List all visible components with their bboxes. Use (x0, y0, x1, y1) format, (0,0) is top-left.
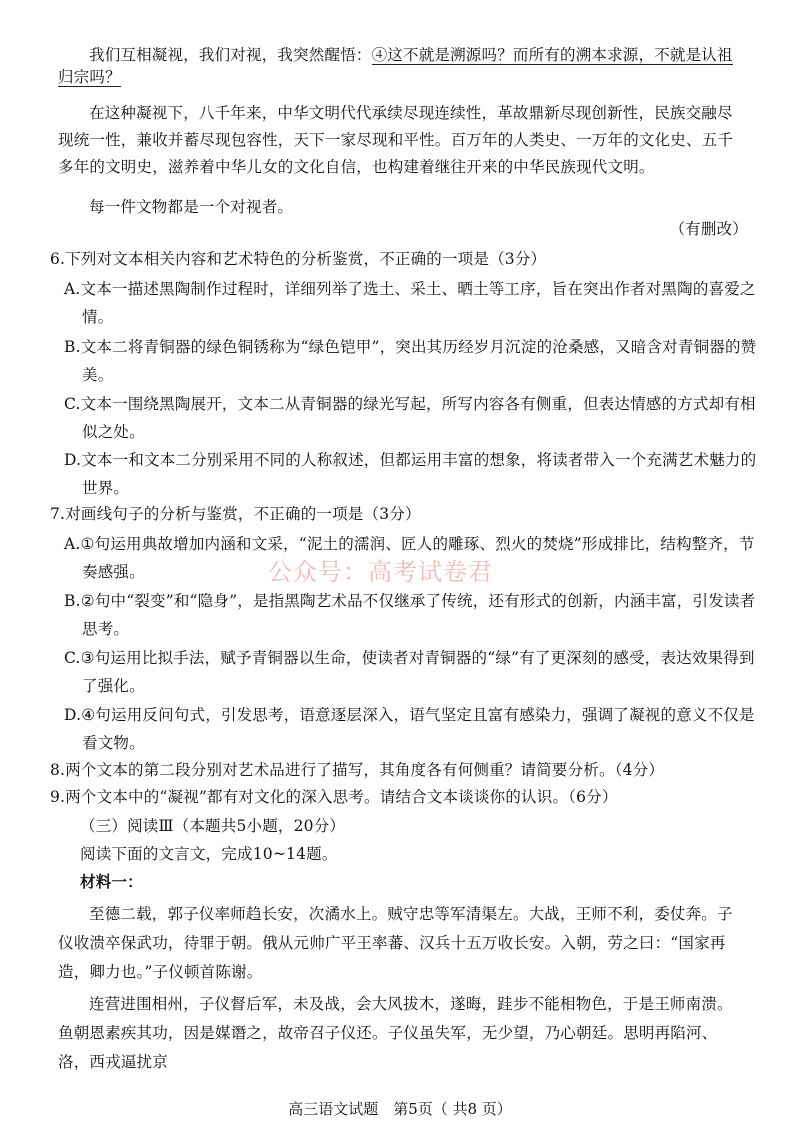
material-1-paragraph-2: 连营进围相州，子仪督后军，未及战，会大风拔木，遂晦，跬步不能相物色，于是王师南溃。鱼朝恩素疾其功，因是媒谮之，故帝召子仪还。子仪虽失军，无少望，乃心朝廷。思明再陷河、洛，西戎逼扰京 (58, 995, 733, 1071)
question-8: 8.两个文本的第二段分别对艺术品进行了描写，其角度各有何侧重？请简要分析。（4分） (50, 761, 665, 779)
question-7-stem: 7.对画线句子的分析与鉴赏，不正确的一项是（3分） (50, 505, 421, 523)
source-note: （有删改） (669, 220, 748, 238)
question-7-option-c: C.③句运用比拟手法，赋予青铜器以生命，使读者对青铜器的“绿”有了更深刻的感受，表达效果得到了强化。 (64, 649, 755, 695)
question-7-option-d: D.④句运用反问句式，引发思考，语意逐层深入，语气坚定且富有感染力，强调了凝视的意义不仅是看文物。 (64, 706, 755, 752)
question-6-option-a: A.文本一描述黑陶制作过程时，详细列举了选土、采土、晒土等工序，旨在突出作者对黑陶的喜爱之情。 (64, 280, 756, 326)
question-6-option-b: B.文本二将青铜器的绿色铜锈称为“绿色铠甲”，突出其历经岁月沉淀的沧桑感，又暗含对青铜器的赞美。 (64, 338, 757, 384)
material-1-label: 材料一： (80, 872, 143, 891)
passage-text: 我们互相凝视，我们对视，我突然醒悟： (89, 46, 372, 64)
material-1-paragraph-1: 至德二载，郭子仪率师趋长安，次潏水上。贼守忠等军清渠左。大战，王师不利，委仗奔。子仪收溃卒保武功，待罪于朝。俄从元帅广平王率蕃、汉兵十五万收长安。入朝，劳之曰：“国家再造，卿力也。”子仪顿首陈谢。 (58, 905, 733, 981)
section-3-instruction: 阅读下面的文言文，完成10~14题。 (80, 845, 338, 863)
question-6-option-c: C.文本一围绕黑陶展开，文本二从青铜器的绿光写起，所写内容各有侧重，但表达情感的方式却有相似之处。 (64, 395, 756, 441)
question-7-option-b: B.②句中“裂变”和“隐身”，是指黑陶艺术品不仅继承了传统，还有形式的创新，内涵丰富，引发读者思考。 (64, 592, 756, 638)
passage-paragraph-2: 在这种凝视下，八千年来，中华文明代代承续尽现连续性，革故鼎新尽现创新性，民族交融尽现统一性，兼收并蓄尽现包容性，天下一家尽现和平性。百万年的人类史、一万年的文化史、五千多年的文明史，滋养着中华儿女的文化自信，也构建着继往开来的中华民族现代文明。 (58, 104, 734, 176)
question-7-option-a: A.①句运用典故增加内涵和文采，“泥土的濡润、匠人的雕琢、烈火的焚烧”形成排比，结构整齐，节奏感强。 (64, 535, 755, 581)
watermark: 公众号：高考试卷君 (268, 558, 493, 586)
passage-paragraph-1 (58, 44, 748, 88)
question-6-option-d: D.文本一和文本二分别采用不同的人称叙述，但都运用丰富的想象，将读者带入一个充满艺术魅力的世界。 (64, 451, 757, 497)
underlined-sentence-4: ④这不就是溯源吗？而所有的溯本求源，不就是认祖归宗吗？ (58, 46, 733, 86)
question-9: 9.两个文本中的“凝视”都有对文化的深入思考。请结合文本谈谈你的认识。（6分） (50, 788, 618, 806)
page-footer: 高三语文试题 第5页（ 共8 页） (288, 1100, 512, 1118)
passage-paragraph-3: 每一件文物都是一个对视者。 (89, 198, 294, 216)
question-6-stem: 6.下列对文本相关内容和艺术特色的分析鉴赏，不正确的一项是（3分） (50, 250, 547, 268)
section-3-heading: （三）阅读Ⅲ（本题共5小题，20分） (80, 817, 346, 835)
